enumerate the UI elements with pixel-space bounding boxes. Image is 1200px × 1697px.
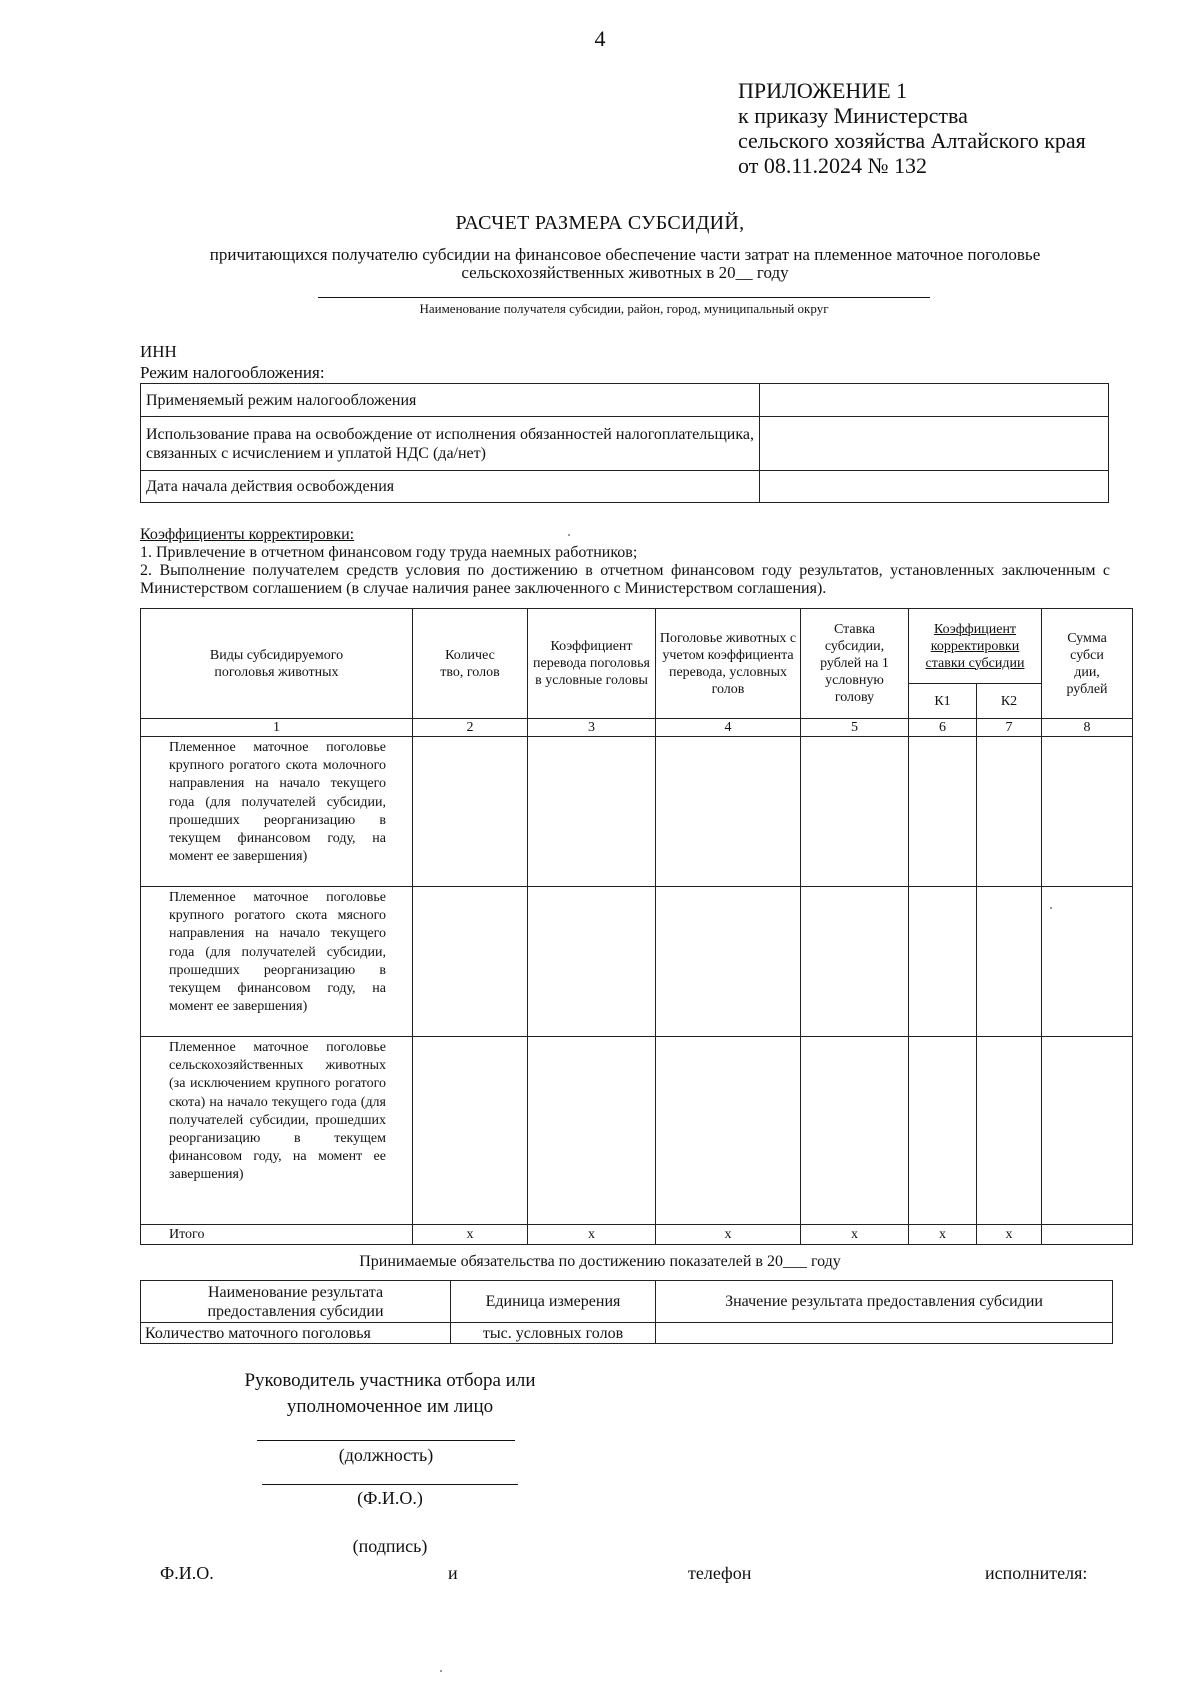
header-correction-coefficient: Коэффициент корректировки ставки субсидии <box>909 609 1042 684</box>
animal-type-dairy: Племенное маточное поголовье крупного рогатого скота молочного направления на начало текущего года (для получателей субсидии, прошедших реорганизацию в текущем финансовом году, на момент ее завершения) <box>141 737 413 887</box>
coefficients-heading: Коэффициенты корректировки: <box>140 526 355 543</box>
total-mark: х <box>656 1225 801 1245</box>
signature-title: Руководитель участника отбора или уполномоченное им лицо <box>244 1370 536 1417</box>
column-number: 8 <box>1042 719 1133 737</box>
header-conversion-coefficient: Коэффициент перевода поголовья в условные головы <box>528 609 656 719</box>
header-subsidy-sum: Сумма субси дии, рублей <box>1042 609 1133 719</box>
table-row <box>141 737 1133 887</box>
document-title: РАСЧЕТ РАЗМЕРА СУБСИДИЙ, <box>455 212 745 234</box>
tax-row <box>141 384 1109 417</box>
header-quantity: Количес тво, голов <box>413 609 528 719</box>
column-number: 5 <box>801 719 909 737</box>
appendix-line-2: сельского хозяйства Алтайского края <box>738 128 1086 153</box>
column-number: 7 <box>977 719 1042 737</box>
position-line <box>257 1440 515 1441</box>
footer-and: и <box>448 1563 458 1583</box>
results-table <box>140 1280 1113 1344</box>
footer-executor: исполнителя: <box>985 1563 1088 1583</box>
appendix-line-1: к приказу Министерства <box>738 103 968 128</box>
tax-row <box>141 417 1109 471</box>
scan-speck <box>568 534 570 536</box>
fio-line <box>262 1484 518 1485</box>
results-row <box>141 1323 1113 1344</box>
results-row-name: Количество маточного поголовья <box>141 1323 451 1344</box>
total-mark: х <box>528 1225 656 1245</box>
recipient-caption: Наименование получателя субсидии, район, город, муниципальный округ <box>419 301 829 316</box>
tax-row-value <box>760 471 1109 503</box>
page-number: 4 <box>594 26 606 51</box>
tax-row <box>141 471 1109 503</box>
results-row-value <box>656 1323 1113 1344</box>
sign-caption: (подпись) <box>352 1536 428 1556</box>
header-animal-types: Виды субсидируемого поголовья животных <box>141 609 413 719</box>
column-number: 6 <box>909 719 977 737</box>
tax-table <box>140 383 1109 503</box>
header-livestock-converted: Поголовье животных с учетом коэффициента перевода, условных голов <box>656 609 801 719</box>
animal-type-beef: Племенное маточное поголовье крупного рогатого скота мясного направления на начало текущего года (для получателей субсидии, прошедших реорганизацию в текущем финансовом году, на момент ее завершения) <box>141 887 413 1037</box>
commitments-caption: Принимаемые обязательства по достижению показателей в 20___ году <box>359 1253 841 1270</box>
column-number: 4 <box>656 719 801 737</box>
tax-row-value <box>760 417 1109 471</box>
tax-row-label: Использование права на освобождение от исполнения обязанностей налогоплательщика, связанных с исчислением и уплатой НДС (да/нет) <box>141 417 760 471</box>
subsidy-calculation-table <box>140 608 1133 1245</box>
column-number: 1 <box>141 719 413 737</box>
column-number: 3 <box>528 719 656 737</box>
total-row <box>141 1225 1133 1245</box>
recipient-name-line <box>318 297 930 298</box>
coefficients-block <box>140 526 1110 598</box>
appendix-line-3: от 08.11.2024 № 132 <box>738 153 927 178</box>
position-caption: (должность) <box>338 1445 434 1465</box>
fio-caption: (Ф.И.О.) <box>357 1488 423 1508</box>
table-row <box>141 1037 1133 1225</box>
total-mark: х <box>413 1225 528 1245</box>
appendix-block <box>738 78 1086 178</box>
results-header-unit: Единица измерения <box>451 1281 656 1323</box>
coefficient-item-1: 1. Привлечение в отчетном финансовом году труда наемных работников; <box>140 544 638 561</box>
coefficient-item-2: 2. Выполнение получателем средств условия по достижению в отчетном финансовом году результатов, установленных заключенным с Министерством соглашением (в случае наличия ранее заключенного с Министерством соглашения). <box>140 562 1110 597</box>
column-number: 2 <box>413 719 528 737</box>
total-mark: х <box>977 1225 1042 1245</box>
scan-speck <box>440 1670 442 1672</box>
header-subsidy-rate: Ставка субсидии, рублей на 1 условную голову <box>801 609 909 719</box>
results-header-name: Наименование результата предоставления субсидии <box>141 1281 451 1323</box>
animal-type-other: Племенное маточное поголовье сельскохозяйственных животных (за исключением крупного рогатого скота) на начало текущего года (для получателей субсидии, прошедших реорганизацию в текущем финансовом году, на момент ее завершения) <box>141 1037 413 1225</box>
results-row-unit: тыс. условных голов <box>451 1323 656 1344</box>
total-mark: х <box>909 1225 977 1245</box>
footer-fio: Ф.И.О. <box>160 1563 214 1583</box>
tax-mode-label: Режим налогообложения: <box>140 363 325 382</box>
header-k2: К2 <box>977 684 1042 719</box>
results-header-value: Значение результата предоставления субсидии <box>656 1281 1113 1323</box>
footer-phone: телефон <box>688 1563 752 1583</box>
table-row <box>141 887 1133 1037</box>
tax-row-label: Дата начала действия освобождения <box>141 471 760 503</box>
scan-speck <box>1050 907 1052 909</box>
tax-row-value <box>760 384 1109 417</box>
total-label: Итого <box>141 1225 413 1245</box>
inn-label: ИНН <box>140 342 177 361</box>
document-subtitle: причитающихся получателю субсидии на финансовое обеспечение части затрат на племенное маточное поголовье сельскохозяйственных животных в 20__ году <box>209 245 1041 282</box>
tax-row-label: Применяемый режим налогообложения <box>141 384 760 417</box>
appendix-heading: ПРИЛОЖЕНИЕ 1 <box>738 78 908 103</box>
column-numbers-row <box>141 719 1133 737</box>
total-mark: х <box>801 1225 909 1245</box>
header-k1: К1 <box>909 684 977 719</box>
